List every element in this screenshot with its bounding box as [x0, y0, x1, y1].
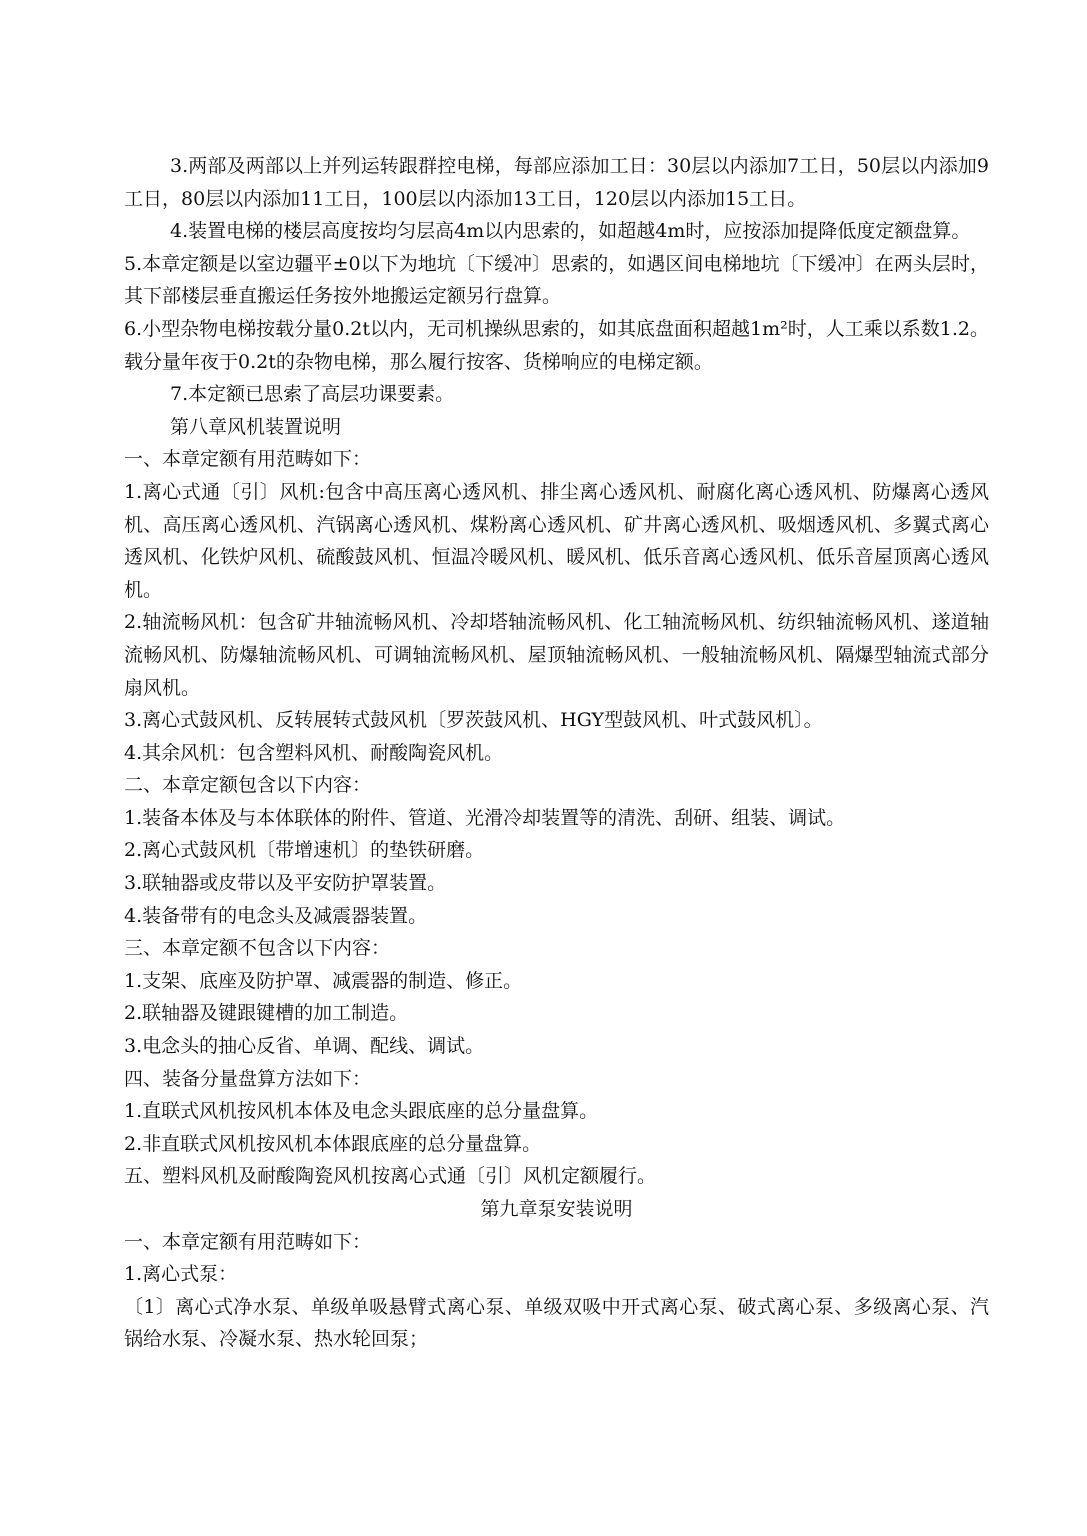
list-item-excluded-1: 1.支架、底座及防护罩、减震器的制造、修正。: [124, 969, 523, 992]
list-item-blowers: 3.离心式鼓风机、反转展转式鼓风机〔罗茨鼓风机、HGY型鼓风机、叶式鼓风机〕。: [124, 709, 823, 732]
list-item-weight-1: 1.直联式风机按风机本体及电念头跟底座的总分量盘算。: [124, 1100, 599, 1123]
list-item-other-fans: 4.其余风机：包含塑料风机、耐酸陶瓷风机。: [124, 741, 504, 764]
chapter-9-title: 第九章泵安装说明: [480, 1198, 633, 1220]
document-page: [124, 150, 989, 1356]
section-pump-scope-heading: 一、本章定额有用范畴如下：: [124, 1230, 372, 1253]
paragraph-high-rise: 7.本定额已思索了高层功课要素。: [170, 383, 455, 406]
list-item-axial-fans: 2.轴流畅风机：包含矿井轴流畅风机、冷却塔轴流畅风机、化工轴流畅风机、纺织轴流畅风机、遂道轴流畅风机、防爆轴流畅风机、可调轴流畅风机、屋顶轴流畅风机、一般轴流畅风机、隔爆型轴流式部分扇风机。: [124, 611, 989, 699]
list-item-centrifugal-fans: 1.离心式通〔引〕风机:包含中高压离心透风机、排尘离心透风机、耐腐化离心透风机、防爆离心透风机、高压离心透风机、汽锅离心透风机、煤粉离心透风机、矿井离心透风机、吸烟透风机、多翼式离心透风机、化铁炉风机、硫酸鼓风机、恒温冷暖风机、暖风机、低乐音离心透风机、低乐音屋顶离心透风机。: [124, 480, 989, 601]
list-item-included-1: 1.装备本体及与本体联体的附件、管道、光滑冷却装置等的清洗、刮研、组装、调试。: [124, 806, 846, 829]
chapter-8-title: 第八章风机装置说明: [170, 415, 342, 438]
paragraph-floor-height: 4.装置电梯的楼层高度按均匀层高4m以内思索的，如超越4m时，应按添加提降低度定额盘算。: [170, 220, 971, 243]
list-item-included-2: 2.离心式鼓风机〔带增速机〕的垫铁研磨。: [124, 839, 485, 862]
list-item-excluded-3: 3.电念头的抽心反省、单调、配线、调试。: [124, 1035, 485, 1058]
list-item-included-3: 3.联轴器或皮带以及平安防护罩装置。: [124, 872, 447, 895]
section-included-heading: 二、本章定额包含以下内容：: [124, 774, 372, 797]
section-weight-heading: 四、装备分量盘算方法如下：: [124, 1067, 372, 1090]
list-item-included-4: 4.装备带有的电念头及减震器装置。: [124, 904, 428, 927]
list-item-centrifugal-pump: 1.离心式泵：: [124, 1263, 238, 1286]
section-excluded-heading: 三、本章定额不包含以下内容：: [124, 937, 391, 960]
list-item-weight-2: 2.非直联式风机按风机本体跟底座的总分量盘算。: [124, 1132, 542, 1155]
paragraph-dumbwaiter: 6.小型杂物电梯按载分量0.2t以内，无司机操纵思索的，如其底盘面积超越1m²时，人工乘以系数1.2。载分量年夜于0.2t的杂物电梯，那么履行按客、货梯响应的电梯定额。: [124, 317, 989, 373]
list-item-centrifugal-pump-types: 〔1〕离心式净水泵、单级单吸悬臂式离心泵、单级双吸中开式离心泵、破式离心泵、多级离心泵、汽锅给水泵、冷凝水泵、热水轮回泵；: [124, 1295, 989, 1351]
section-plastic-fans: 五、塑料风机及耐酸陶瓷风机按离心式通〔引〕风机定额履行。: [124, 1165, 657, 1188]
list-item-excluded-2: 2.联轴器及键跟键槽的加工制造。: [124, 1002, 409, 1025]
paragraph-elevator-pit: 5.本章定额是以室边疆平±0以下为地坑〔下缓冲〕思索的，如遇区间电梯地坑〔下缓冲〕在两头层时，其下部楼层垂直搬运任务按外地搬运定额另行盘算。: [124, 252, 989, 308]
section-scope-heading: 一、本章定额有用范畴如下：: [124, 448, 372, 471]
paragraph-elevator-group-control: 3.两部及两部以上并列运转跟群控电梯，每部应添加工日：30层以内添加7工日，50层以内添加9工日，80层以内添加11工日，100层以内添加13工日，120层以内添加15工日。: [124, 155, 989, 210]
